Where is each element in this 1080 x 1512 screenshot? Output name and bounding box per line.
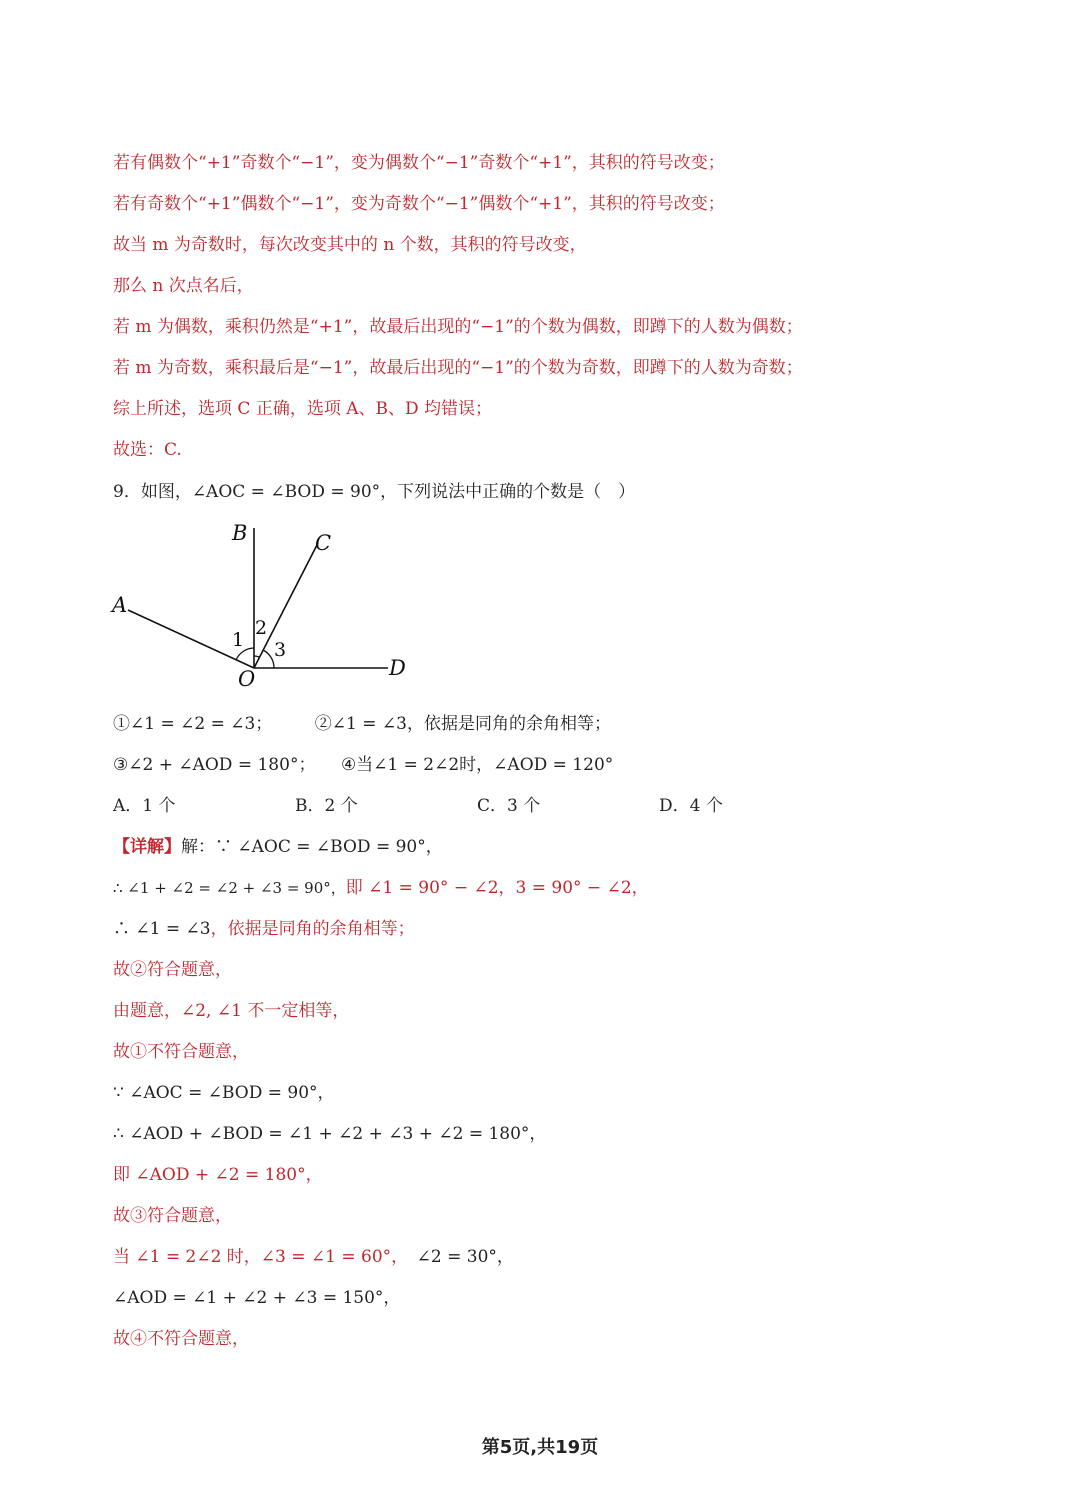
solution-line-7: ∵ ∠AOC = ∠BOD = 90°， — [113, 1083, 335, 1103]
statements-row-2: ③∠2 + ∠AOD = 180°； ④当∠1 = 2∠2时，∠AOD = 120° — [113, 755, 614, 775]
option-c: C．3 个 — [477, 796, 541, 816]
solution-line: 若 m 为偶数，乘积仍然是“+1”，故最后出现的“−1”的个数为偶数，即蹲下的人数为偶数； — [113, 317, 803, 337]
solution-line-2 — [113, 876, 649, 900]
solution-text: ∠2 = 30°， — [416, 1247, 514, 1267]
solution-line-5: 由题意，∠2, ∠1 不一定相等， — [113, 1001, 350, 1021]
solution-line-8: ∴ ∠AOD + ∠BOD = ∠1 + ∠2 + ∠3 + ∠2 = 180°， — [113, 1124, 547, 1144]
solution-line-9: 即 ∠AOD + ∠2 = 180°， — [113, 1165, 323, 1185]
label-angle-3: 3 — [274, 639, 287, 661]
option-d: D．4 个 — [659, 796, 723, 816]
solution-line: 故当 m 为奇数时，每次改变其中的 n 个数，其积的符号改变， — [113, 235, 587, 255]
statements-row-1: ①∠1 = ∠2 = ∠3； ②∠1 = ∠3，依据是同角的余角相等； — [113, 714, 611, 734]
solution-text: ∴ ∠1 + ∠2 = ∠2 + ∠3 = 90°， — [113, 879, 346, 897]
solution-text: 解：∵ ∠AOC = ∠BOD = 90°， — [181, 837, 443, 857]
question-stem: 9．如图，∠AOC = ∠BOD = 90°，下列说法中正确的个数是（ ） — [113, 482, 636, 502]
solution-heading: 【详解】 — [113, 837, 181, 857]
solution-line: 那么 n 次点名后， — [113, 276, 254, 296]
label-angle-1: 1 — [232, 629, 245, 651]
solution-text: 当 ∠1 = 2∠2 时，∠3 = ∠1 = 60°， — [113, 1247, 400, 1267]
solution-text: ∴ ∠1 = ∠3 — [113, 919, 211, 939]
arc-angle-3 — [263, 650, 274, 668]
solution-line-3 — [113, 917, 415, 941]
solution-line-13: 故④不符合题意， — [113, 1329, 249, 1349]
solution-line: 故选：C. — [113, 440, 182, 460]
solution-line: 若有偶数个“+1”奇数个“−1”，变为偶数个“−1”奇数个“+1”，其积的符号改变； — [113, 153, 725, 173]
solution-line-6: 故①不符合题意， — [113, 1042, 249, 1062]
solution-line: 若有奇数个“+1”偶数个“−1”，变为奇数个“−1”偶数个“+1”，其积的符号改变； — [113, 194, 725, 214]
solution-line-12: ∠AOD = ∠1 + ∠2 + ∠3 = 150°， — [113, 1288, 401, 1308]
option-b: B．2 个 — [295, 796, 358, 816]
label-o: O — [238, 667, 256, 691]
solution-line-10: 故③符合题意， — [113, 1206, 232, 1226]
solution-line: 若 m 为奇数，乘积最后是“−1”，故最后出现的“−1”的个数为奇数，即蹲下的人数为奇数； — [113, 358, 803, 378]
solution-text: ，依据是同角的余角相等； — [210, 919, 415, 939]
solution-text: 即 ∠1 = 90° − ∠2，3 = 90° − ∠2， — [345, 878, 649, 898]
label-a: A — [112, 593, 128, 617]
solution-first-line — [113, 835, 443, 859]
option-a: A．1 个 — [113, 796, 176, 816]
label-b: B — [232, 521, 248, 545]
solution-line-11 — [113, 1245, 514, 1269]
solution-line-4: 故②符合题意， — [113, 960, 232, 980]
label-angle-2: 2 — [255, 617, 268, 639]
angle-figure — [108, 518, 418, 698]
solution-line: 综上所述，选项 C 正确，选项 A、B、D 均错误； — [113, 399, 493, 419]
page-footer: 第5页,共19页 — [481, 1437, 599, 1458]
label-d: D — [389, 656, 406, 680]
label-c: C — [315, 531, 332, 555]
